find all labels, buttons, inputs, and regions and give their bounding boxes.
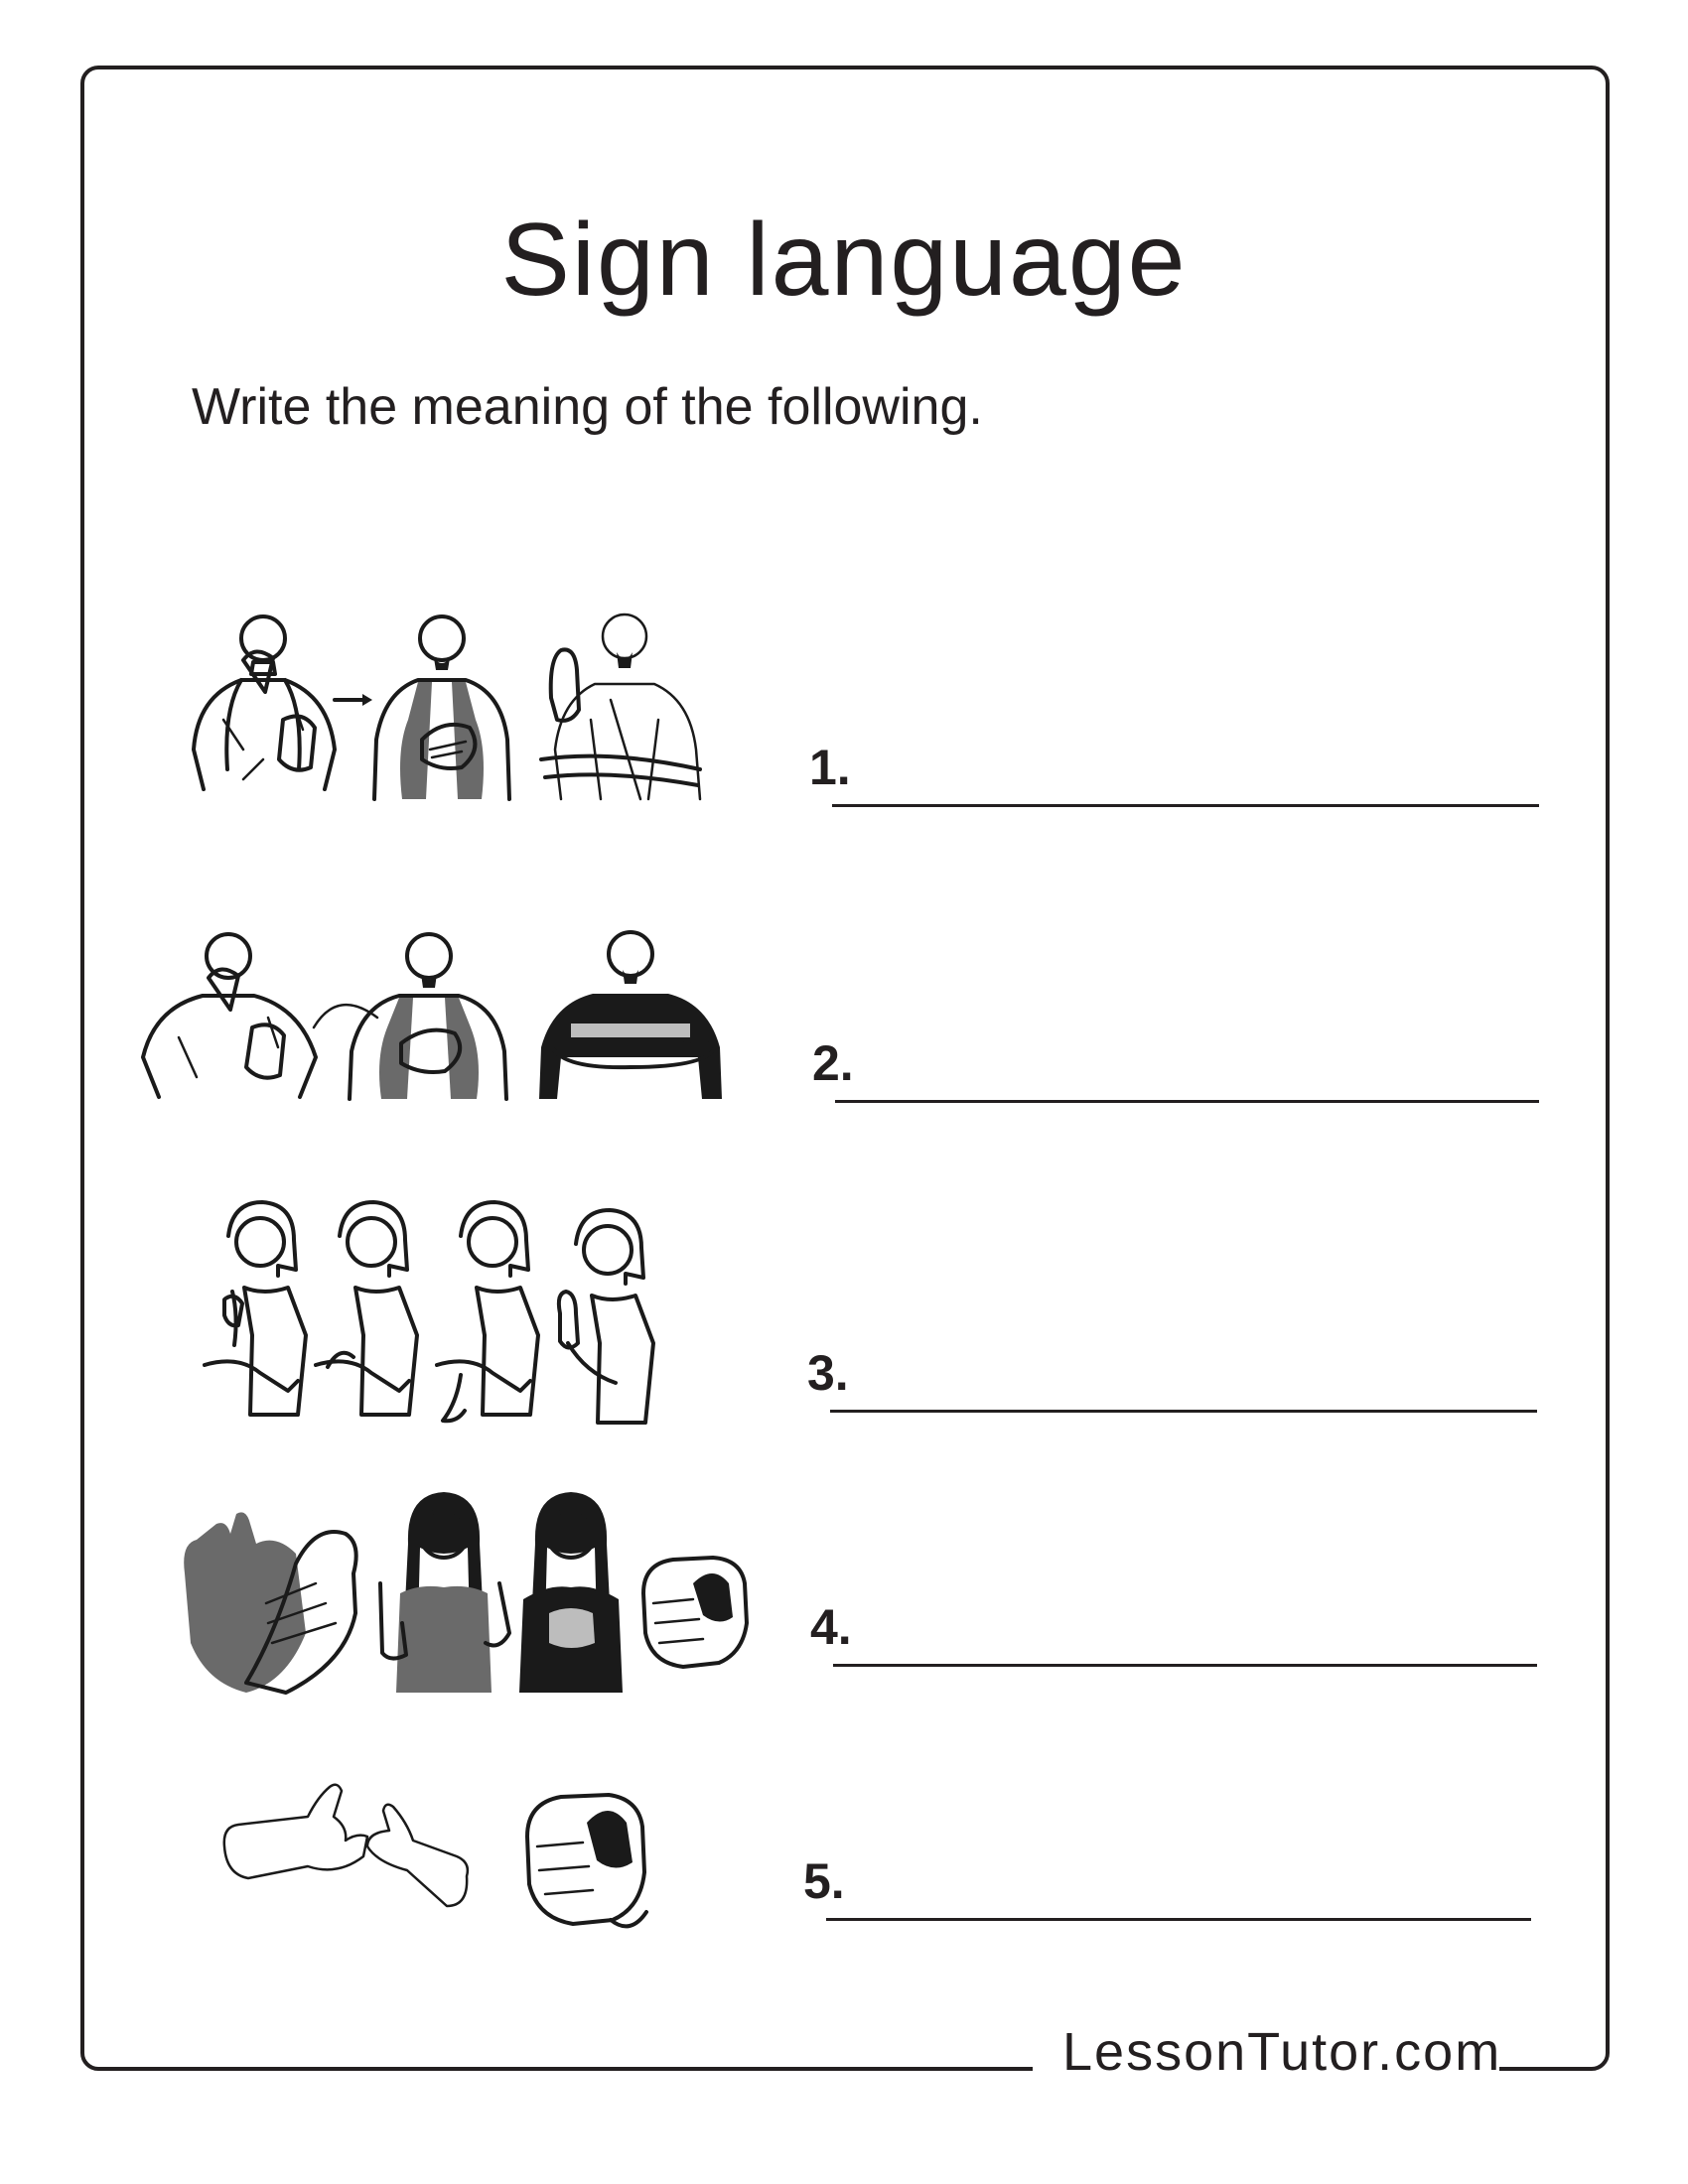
question-number: 4. (810, 1599, 852, 1655)
pointing-hand-icon (643, 1558, 747, 1667)
question-2-signs (139, 928, 725, 1102)
question-1-signs (184, 601, 720, 819)
answer-line[interactable] (830, 1410, 1537, 1413)
question-number: 2. (812, 1035, 854, 1091)
hands-sign-icon (224, 1785, 468, 1906)
answer-line[interactable] (835, 1100, 1539, 1103)
woman-sign-icon (205, 1202, 306, 1415)
question-number: 1. (809, 740, 851, 795)
man-sign-icon (541, 614, 700, 799)
question-number: 3. (807, 1345, 849, 1401)
question-3-signs (199, 1196, 665, 1430)
footer-brand: LessonTutor.com (1062, 2022, 1502, 2082)
page-title: Sign language (500, 202, 1188, 318)
man-sign-icon (539, 932, 722, 1099)
man-sign-icon (350, 934, 506, 1099)
question-4-signs (177, 1484, 753, 1703)
answer-line[interactable] (832, 804, 1539, 807)
instruction-text: Write the meaning of the following. (192, 378, 983, 436)
man-sign-icon (194, 616, 335, 789)
woman-sign-icon (380, 1492, 509, 1693)
answer-line[interactable] (833, 1664, 1537, 1667)
woman-sign-icon (519, 1492, 623, 1693)
answer-line[interactable] (826, 1918, 1531, 1921)
clapping-hands-icon (184, 1512, 355, 1693)
question-5-signs (218, 1767, 675, 1946)
woman-sign-icon (559, 1210, 653, 1423)
arrow-right-icon (335, 694, 372, 706)
pointing-hand-icon (527, 1795, 646, 1926)
man-sign-icon (374, 616, 509, 799)
woman-sign-icon (316, 1202, 417, 1415)
man-sign-icon (143, 934, 316, 1097)
question-number: 5. (803, 1853, 845, 1909)
woman-sign-icon (437, 1202, 538, 1421)
